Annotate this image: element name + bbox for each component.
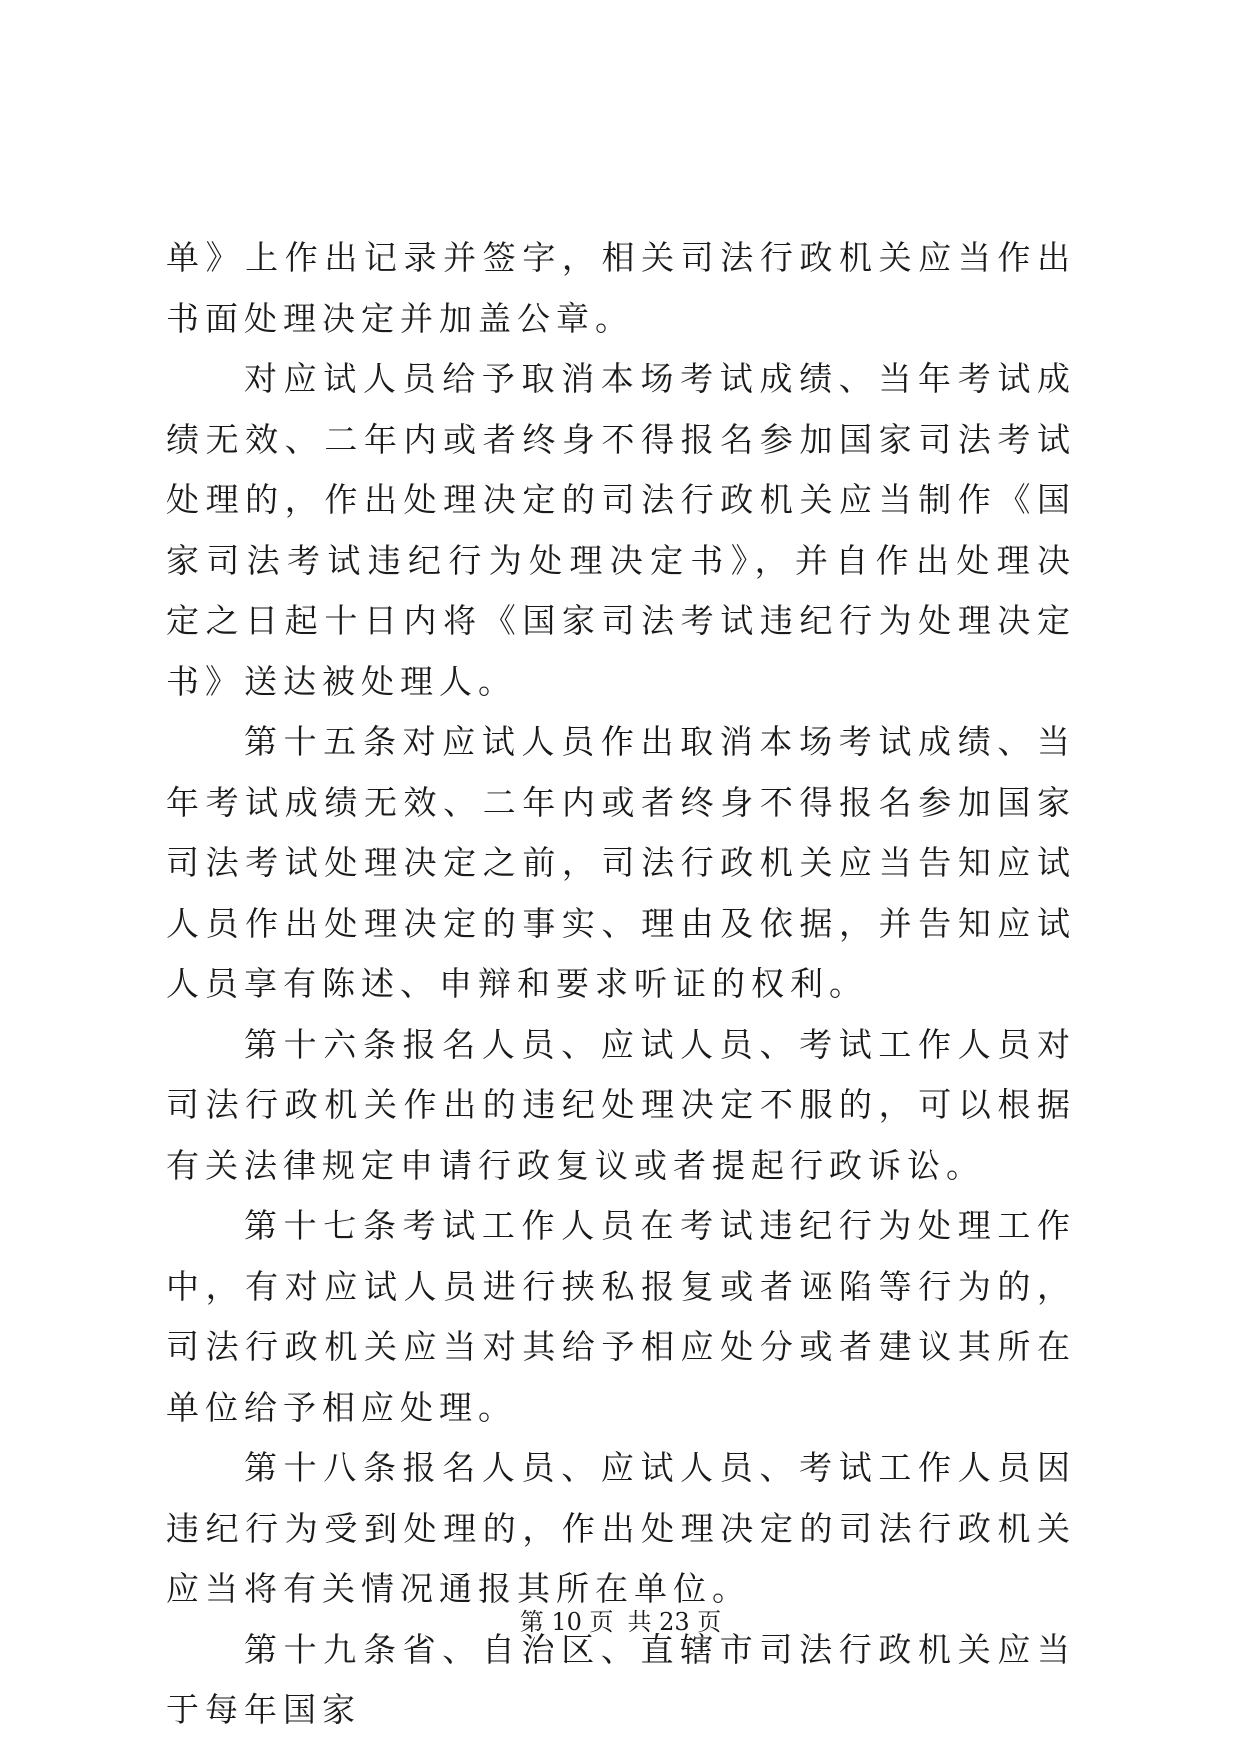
- page-number: 第 10 页: [519, 1608, 614, 1636]
- paragraph: 第十七条考试工作人员在考试违纪行为处理工作中，有对应试人员进行挟私报复或者诬陷等行为的，司法行政机关应当对其给予相应处分或者建议其所在单位给予相应处理。: [166, 1206, 1076, 1427]
- paragraph: 第十六条报名人员、应试人员、考试工作人员对司法行政机关作出的违纪处理决定不服的，可以根据有关法律规定申请行政复议或者提起行政诉讼。: [166, 1024, 1076, 1185]
- paragraph: 单》上作出记录并签字，相关司法行政机关应当作出书面处理决定并加盖公章。: [166, 238, 1076, 338]
- paragraph: 对应试人员给予取消本场考试成绩、当年考试成绩无效、二年内或者终身不得报名参加国家司法考试处理的，作出处理决定的司法行政机关应当制作《国家司法考试违纪行为处理决定书》，并自作出处理决定之日起十日内将《国家司法考试违纪行为处理决定书》送达被处理人。: [166, 359, 1076, 701]
- page-footer: [0, 1607, 1241, 1637]
- paragraph: 第十五条对应试人员作出取消本场考试成绩、当年考试成绩无效、二年内或者终身不得报名参加国家司法考试处理决定之前，司法行政机关应当告知应试人员作出处理决定的事实、理由及依据，并告知应试人员享有陈述、申辩和要求听证的权利。: [166, 722, 1076, 1003]
- document-body: [166, 228, 1076, 1741]
- page-total: 共 23 页: [627, 1608, 722, 1636]
- paragraph: 第十九条省、自治区、直辖市司法行政机关应当于每年国家: [166, 1629, 1076, 1729]
- paragraph: 第十八条报名人员、应试人员、考试工作人员因违纪行为受到处理的，作出处理决定的司法行政机关应当将有关情况通报其所在单位。: [166, 1448, 1076, 1608]
